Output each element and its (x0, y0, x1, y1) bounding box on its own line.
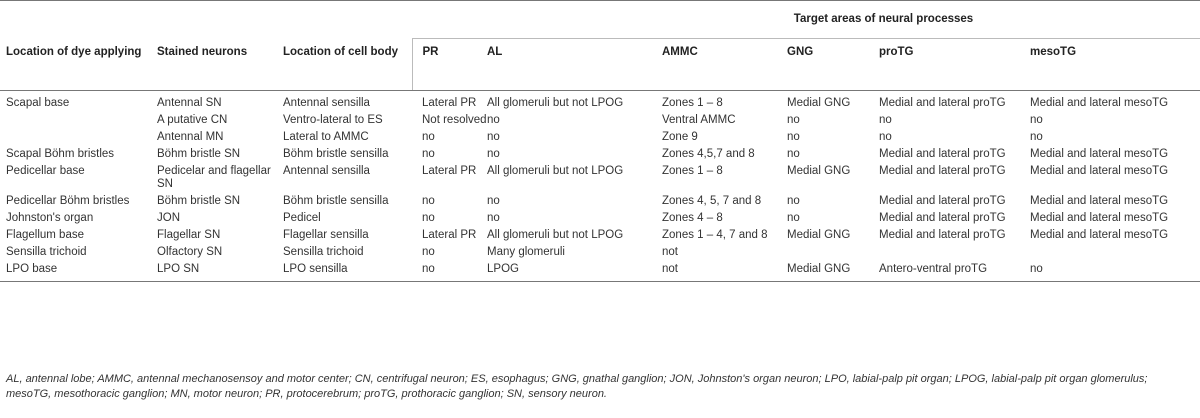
table-cell: LPO base (0, 261, 157, 282)
table-row (0, 193, 1200, 210)
table-cell: Medial GNG (787, 229, 851, 241)
table-cell: Lateral to AMMC (283, 131, 369, 143)
table-cell: JON (157, 212, 180, 224)
table-cell: Antennal sensilla (283, 165, 370, 177)
table-cell: Ventral AMMC (662, 114, 736, 126)
column-header-row (0, 39, 1200, 91)
table-cell: Pedicellar Böhm bristles (6, 195, 130, 207)
table-cell: Zones 1 – 8 (662, 97, 723, 109)
table-cell: Pedicelar and flagellar SN (157, 165, 271, 190)
table-cell: not (662, 261, 787, 282)
table-cell: Medial and lateral proTG (879, 229, 1006, 241)
table-row (0, 91, 1200, 113)
table-cell: Flagellar SN (157, 229, 221, 241)
column-header: mesoTG (1030, 39, 1200, 91)
column-header: AMMC (662, 39, 787, 91)
table-row (0, 261, 1200, 282)
table-cell (1030, 244, 1200, 261)
table-cell: no (412, 261, 487, 282)
table-cell: Antennal sensilla (283, 97, 370, 109)
table-cell: Medial and lateral mesoTG (1030, 212, 1169, 224)
table-cell: Many glomeruli (487, 246, 565, 258)
table-cell: Medial GNG (787, 261, 879, 282)
table-cell: Ventro-lateral to ES (283, 114, 383, 126)
table-cell: Böhm bristle SN (157, 195, 241, 207)
table-row (0, 112, 1200, 129)
table-cell: no (1030, 131, 1043, 143)
table-cell: Zones 4,5,7 and 8 (662, 148, 755, 160)
table-cell: no (1030, 261, 1200, 282)
table-row (0, 146, 1200, 163)
table-cell: no (422, 131, 435, 143)
column-header: GNG (787, 39, 879, 91)
table-cell: A putative CN (157, 114, 228, 126)
table-cell: Zones 4 – 8 (662, 212, 723, 224)
table-cell: no (487, 131, 500, 143)
table-cell (787, 244, 879, 261)
table-cell: no (787, 148, 800, 160)
table-cell: Medial and lateral mesoTG (1030, 97, 1169, 109)
table-cell: Lateral PR (422, 165, 477, 177)
table-cell: Not resolved (422, 114, 487, 126)
table-row (0, 227, 1200, 244)
table-cell: Scapal Böhm bristles (6, 148, 115, 160)
table-cell: LPO sensilla (283, 261, 412, 282)
table-cell: no (879, 114, 892, 126)
table-cell: Pedicellar base (6, 165, 85, 177)
table-cell: Medial and lateral proTG (879, 97, 1006, 109)
table-cell: Medial GNG (787, 165, 851, 177)
table-cell: not (662, 246, 678, 258)
table-row (0, 244, 1200, 261)
table-cell: Medial and lateral mesoTG (1030, 148, 1169, 160)
table-cell: no (787, 114, 800, 126)
table-cell: Medial and lateral proTG (879, 148, 1006, 160)
table-cell: Böhm bristle sensilla (283, 148, 389, 160)
table-cell: Medial and lateral proTG (879, 165, 1006, 177)
table-row (0, 163, 1200, 193)
table-cell: All glomeruli but not LPOG (487, 165, 624, 177)
table-cell (879, 244, 1030, 261)
column-header: Stained neurons (157, 39, 283, 91)
table-cell: no (487, 212, 500, 224)
table-cell: Zones 4, 5, 7 and 8 (662, 195, 762, 207)
table-cell: no (487, 148, 500, 160)
table-cell: Lateral PR (422, 97, 477, 109)
table-cell (0, 129, 157, 146)
table-cell: All glomeruli but not LPOG (487, 97, 624, 109)
table-cell: Medial and lateral mesoTG (1030, 165, 1169, 177)
table-cell: Antennal MN (157, 131, 224, 143)
table-cell: Olfactory SN (157, 246, 223, 258)
table-cell: Antero-ventral proTG (879, 261, 1030, 282)
table-cell: Zones 1 – 4, 7 and 8 (662, 229, 768, 241)
table-cell: no (487, 114, 500, 126)
table-cell: LPO SN (157, 261, 283, 282)
table-cell: All glomeruli but not LPOG (487, 229, 624, 241)
table-row (0, 210, 1200, 227)
column-header: Location of dye applying (0, 39, 157, 91)
table-cell: no (787, 131, 800, 143)
table-cell: Medial GNG (787, 97, 851, 109)
table-cell: Medial and lateral proTG (879, 195, 1006, 207)
table-cell (0, 112, 157, 129)
table-cell: Böhm bristle sensilla (283, 195, 389, 207)
table-cell: no (422, 212, 435, 224)
group-header-spacer (0, 1, 412, 39)
table-cell: no (422, 148, 435, 160)
table-cell: no (879, 131, 892, 143)
table-cell: Sensilla trichoid (283, 246, 364, 258)
table-cell: Zone 9 (662, 131, 698, 143)
table-footnote: AL, antennal lobe; AMMC, antennal mechanosensoy and motor center; CN, centrifugal neuron; ES, esophagus; GNG, gnathal ganglion; JON, Johnston's organ neuron; LPO, labial-palp pit organ; LPOG, labial-palp pit organ glomerulus; mesoTG, mesothoracic ganglion; MN, motor neuron; PR, protocerebrum; proTG, prothoracic ganglion; SN, sensory neuron. (6, 373, 1148, 400)
table-cell: no (487, 195, 500, 207)
column-header: Location of cell body (283, 39, 412, 91)
group-header-target-areas: Target areas of neural processes (412, 1, 1200, 39)
table-cell: Medial and lateral proTG (879, 212, 1006, 224)
table-cell: Antennal SN (157, 97, 222, 109)
table-cell: LPOG (487, 261, 662, 282)
table-cell: no (1030, 114, 1043, 126)
table-cell: no (787, 212, 800, 224)
table-cell: Scapal base (6, 97, 70, 109)
table-cell: Flagellum base (6, 229, 84, 241)
table-cell: Sensilla trichoid (6, 246, 87, 258)
table-cell: Medial and lateral mesoTG (1030, 229, 1169, 241)
group-header-row (0, 1, 1200, 39)
table-cell: no (422, 246, 435, 258)
column-header: proTG (879, 39, 1030, 91)
table-cell: Lateral PR (422, 229, 477, 241)
table-cell: Böhm bristle SN (157, 148, 241, 160)
table-row (0, 129, 1200, 146)
table-cell: no (422, 195, 435, 207)
column-header: AL (487, 39, 662, 91)
table-cell: Johnston's organ (6, 212, 94, 224)
table-cell: Zones 1 – 8 (662, 165, 723, 177)
table-cell: Flagellar sensilla (283, 229, 369, 241)
table-cell: no (787, 195, 800, 207)
column-header: PR (412, 39, 487, 91)
table-cell: Medial and lateral mesoTG (1030, 195, 1169, 207)
table-cell: Pedicel (283, 212, 321, 224)
